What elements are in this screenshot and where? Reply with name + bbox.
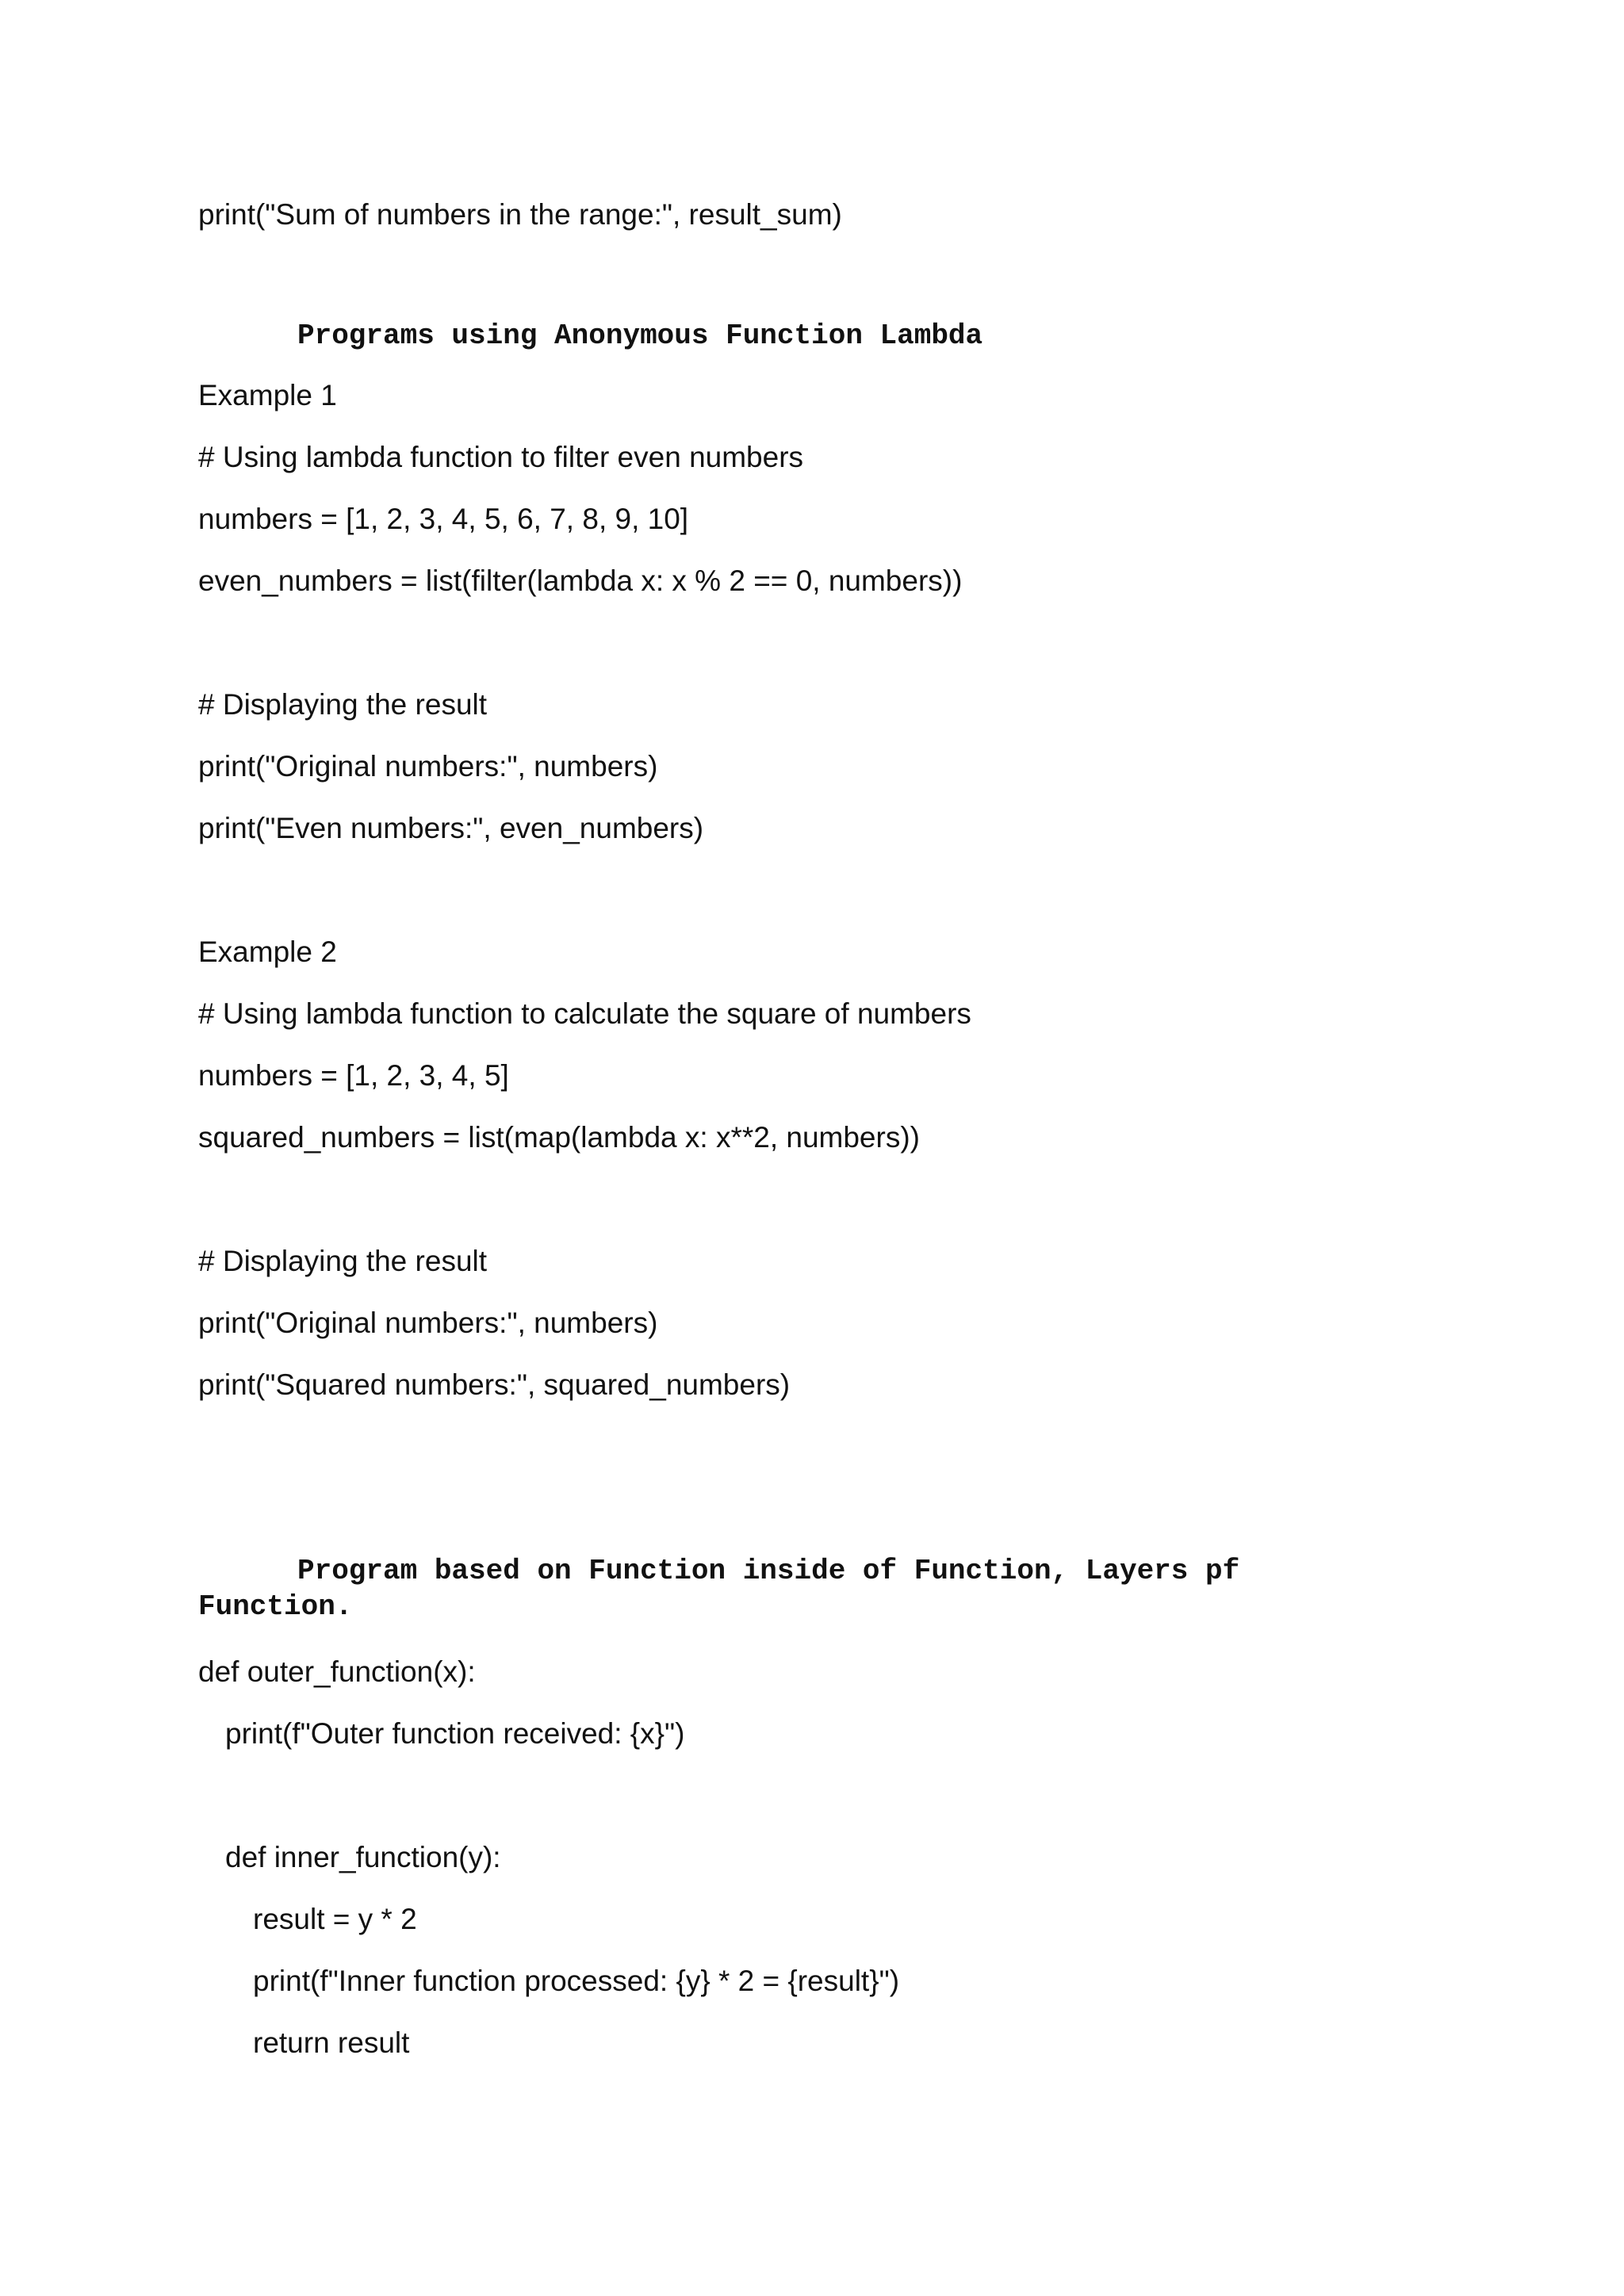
example-1-label: Example 1 <box>198 379 337 411</box>
code-line-numbers-list-short: numbers = [1, 2, 3, 4, 5] <box>198 1059 509 1092</box>
code-line-print-sum: print("Sum of numbers in the range:", result_sum) <box>198 198 842 231</box>
code-line-print-original: print("Original numbers:", numbers) <box>198 750 658 783</box>
code-line-numbers-list: numbers = [1, 2, 3, 4, 5, 6, 7, 8, 9, 10] <box>198 503 689 535</box>
code-line-print-outer: print(f"Outer function received: {x}") <box>225 1717 685 1750</box>
code-line-squared-numbers: squared_numbers = list(map(lambda x: x**2, numbers)) <box>198 1121 920 1154</box>
code-line-return: return result <box>253 2026 410 2059</box>
code-line-print-inner: print(f"Inner function processed: {y} * 2 = {result}") <box>253 1965 900 1997</box>
code-line-comment-square: # Using lambda function to calculate the square of numbers <box>198 997 971 1030</box>
section-heading-nested-line2: Function. <box>198 1590 353 1623</box>
code-line-comment-filter: # Using lambda function to filter even numbers <box>198 441 804 473</box>
code-line-def-inner: def inner_function(y): <box>225 1841 501 1873</box>
code-line-result: result = y * 2 <box>253 1903 417 1935</box>
code-line-print-even: print("Even numbers:", even_numbers) <box>198 812 704 844</box>
code-line-even-numbers: even_numbers = list(filter(lambda x: x % 2 == 0, numbers)) <box>198 564 963 597</box>
section-heading-lambda: Programs using Anonymous Function Lambda <box>297 320 983 352</box>
code-line-print-original-2: print("Original numbers:", numbers) <box>198 1307 658 1339</box>
section-heading-nested-line1: Program based on Function inside of Function, Layers pf <box>297 1555 1240 1587</box>
example-2-label: Example 2 <box>198 936 337 968</box>
code-line-comment-display-2: # Displaying the result <box>198 1245 488 1277</box>
code-line-comment-display: # Displaying the result <box>198 688 488 721</box>
code-line-def-outer: def outer_function(x): <box>198 1655 476 1688</box>
code-line-print-squared: print("Squared numbers:", squared_numbers) <box>198 1368 791 1401</box>
